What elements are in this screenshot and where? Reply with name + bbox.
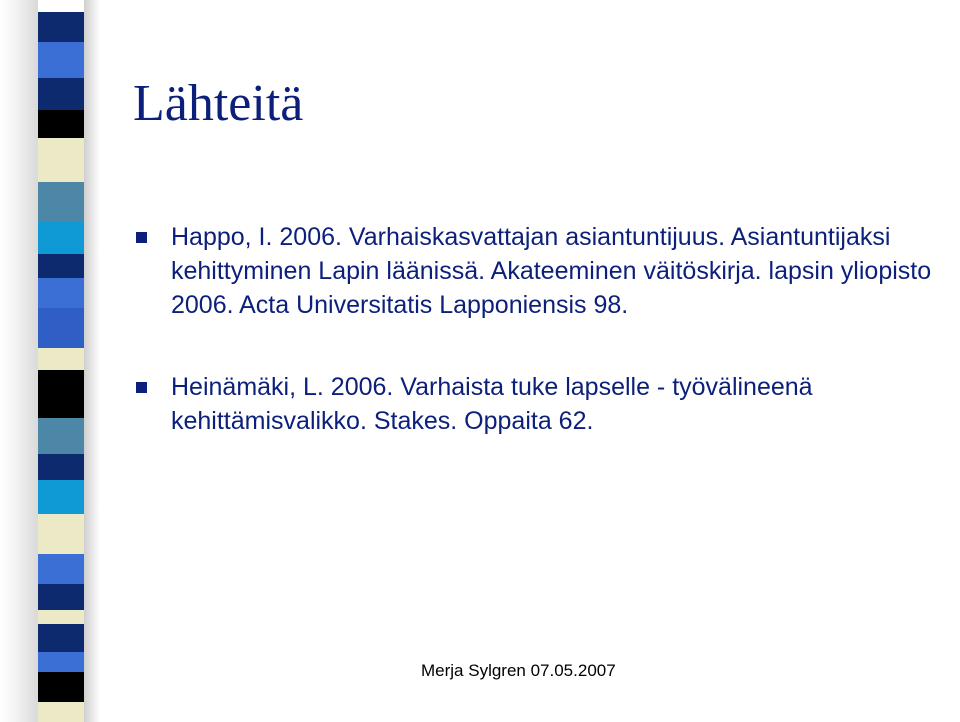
stripe-block — [38, 624, 84, 652]
bullet-text: Happo, I. 2006. Varhaiskasvattajan asiantuntijuus. Asiantuntijaksi kehittyminen Lapin läänissä. Akateeminen väitöskirja. lapsin yliopisto 2006. Acta Universitatis Lapponiensis 98. — [171, 223, 932, 319]
stripe-block — [38, 514, 84, 554]
stripe-block — [38, 480, 84, 514]
bullet-text: Heinämäki, L. 2006. Varhaista tuke lapselle - työvälineenä kehittämisvalikko. Stakes. Oppaita 62. — [171, 373, 813, 435]
stripe-block — [38, 222, 84, 254]
bullet-list — [133, 220, 933, 438]
stripe-block — [38, 78, 84, 110]
stripe-block — [38, 652, 84, 672]
stripe-block — [38, 278, 84, 308]
bullet-item-happo — [133, 220, 933, 322]
stripe-block — [38, 554, 84, 584]
stripe-block — [38, 12, 84, 42]
stripe-block — [38, 0, 84, 12]
stripe-block — [38, 610, 84, 624]
stripe-block — [38, 138, 84, 182]
decorative-color-stripe — [38, 0, 84, 722]
square-bullet-icon — [136, 382, 147, 393]
stripe-block — [38, 702, 84, 722]
stripe-block — [38, 182, 84, 222]
square-bullet-icon — [136, 232, 147, 243]
stripe-block — [38, 348, 84, 370]
stripe-block — [38, 42, 84, 78]
slide-title: Lähteitä — [133, 75, 304, 132]
left-shadow-band — [0, 0, 38, 722]
stripe-block — [38, 370, 84, 418]
stripe-block — [38, 418, 84, 454]
stripe-block — [38, 672, 84, 702]
slide-footer: Merja Sylgren 07.05.2007 — [421, 661, 616, 680]
stripe-block — [38, 584, 84, 610]
stripe-block — [38, 110, 84, 138]
stripe-block — [38, 454, 84, 480]
bullet-item-heinamaki — [133, 370, 933, 438]
stripe-block — [38, 308, 84, 348]
stripe-block — [38, 254, 84, 278]
stripe-shadow — [84, 0, 100, 722]
